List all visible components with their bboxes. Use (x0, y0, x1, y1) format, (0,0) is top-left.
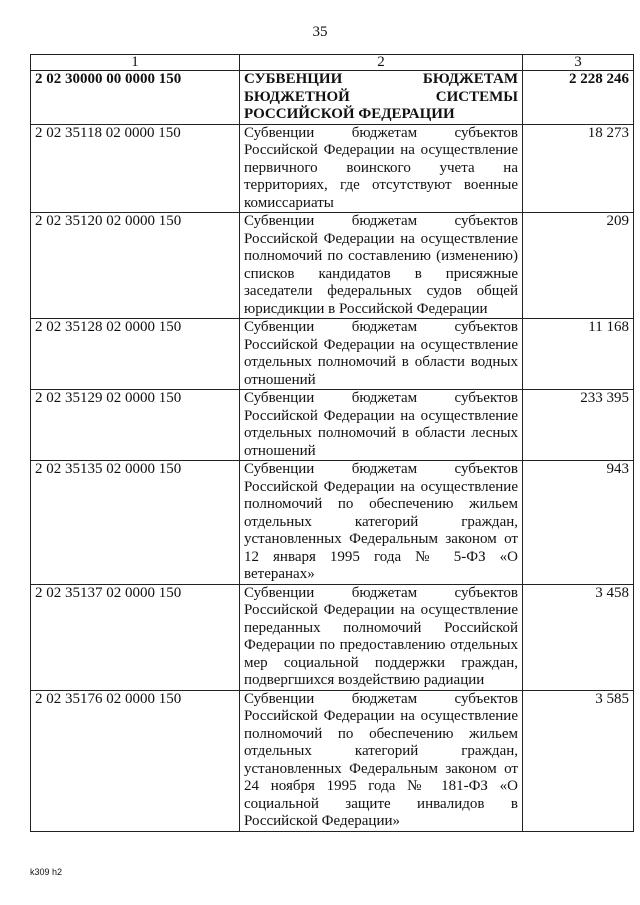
row-name: Субвенции бюджетам субъектов Российской Федерации на осуществление отдельных полномочий в области лесных отношений (240, 390, 523, 461)
page-number: 35 (312, 24, 328, 40)
row-code: 2 02 35137 02 0000 150 (31, 584, 240, 690)
table-row (31, 71, 634, 125)
row-name: Субвенции бюджетам субъектов Российской Федерации на осуществление полномочий по обеспечению жильем отдельных категорий граждан, установленных Федеральным законом от 24 ноября 1995 года № 181-ФЗ «О социальной защите инвалидов в Российской Федерации» (240, 690, 523, 831)
row-amount: 18 273 (523, 124, 634, 213)
row-code: 2 02 35128 02 0000 150 (31, 319, 240, 390)
row-amount: 233 395 (523, 390, 634, 461)
row-code: 2 02 35129 02 0000 150 (31, 390, 240, 461)
row-amount: 209 (523, 213, 634, 319)
header-row (31, 55, 634, 71)
footer-note: k309 h2 (30, 867, 63, 877)
table-body (31, 71, 634, 832)
table-row (31, 690, 634, 831)
row-name: Субвенции бюджетам субъектов Российской Федерации на осуществление переданных полномочий Российской Федерации по предоставлению отдельных мер социальной поддержки граждан, подвергшихся воздействию радиации (240, 584, 523, 690)
row-name: Субвенции бюджетам субъектов Российской Федерации на осуществление полномочий по составлению (изменению) списков кандидатов в присяжные заседатели федеральных судов общей юрисдикции в Российской Федерации (240, 213, 523, 319)
row-amount: 11 168 (523, 319, 634, 390)
table-row (31, 584, 634, 690)
column-header-amount: 3 (523, 55, 634, 71)
column-header-name: 2 (240, 55, 523, 71)
table-row (31, 213, 634, 319)
row-name: Субвенции бюджетам субъектов Российской Федерации на осуществление первичного воинского учета на территориях, где отсутствуют военные комиссариаты (240, 124, 523, 213)
row-code: 2 02 35135 02 0000 150 (31, 461, 240, 585)
table-row (31, 390, 634, 461)
row-amount: 3 458 (523, 584, 634, 690)
row-amount: 2 228 246 (523, 71, 634, 125)
row-name: СУБВЕНЦИИ БЮДЖЕТАМ БЮДЖЕТНОЙ СИСТЕМЫ РОССИЙСКОЙ ФЕДЕРАЦИИ (240, 71, 523, 125)
budget-table (30, 54, 634, 832)
table-row (31, 319, 634, 390)
row-amount: 3 585 (523, 690, 634, 831)
row-amount: 943 (523, 461, 634, 585)
table-row (31, 124, 634, 213)
row-name: Субвенции бюджетам субъектов Российской Федерации на осуществление отдельных полномочий в области водных отношений (240, 319, 523, 390)
column-header-code: 1 (31, 55, 240, 71)
row-code: 2 02 35120 02 0000 150 (31, 213, 240, 319)
table-row (31, 461, 634, 585)
row-code: 2 02 35118 02 0000 150 (31, 124, 240, 213)
row-code: 2 02 35176 02 0000 150 (31, 690, 240, 831)
row-code: 2 02 30000 00 0000 150 (31, 71, 240, 125)
row-name: Субвенции бюджетам субъектов Российской Федерации на осуществление полномочий по обеспечению жильем отдельных категорий граждан, установленных Федеральным законом от 12 января 1995 года № 5-ФЗ «О ветеранах» (240, 461, 523, 585)
